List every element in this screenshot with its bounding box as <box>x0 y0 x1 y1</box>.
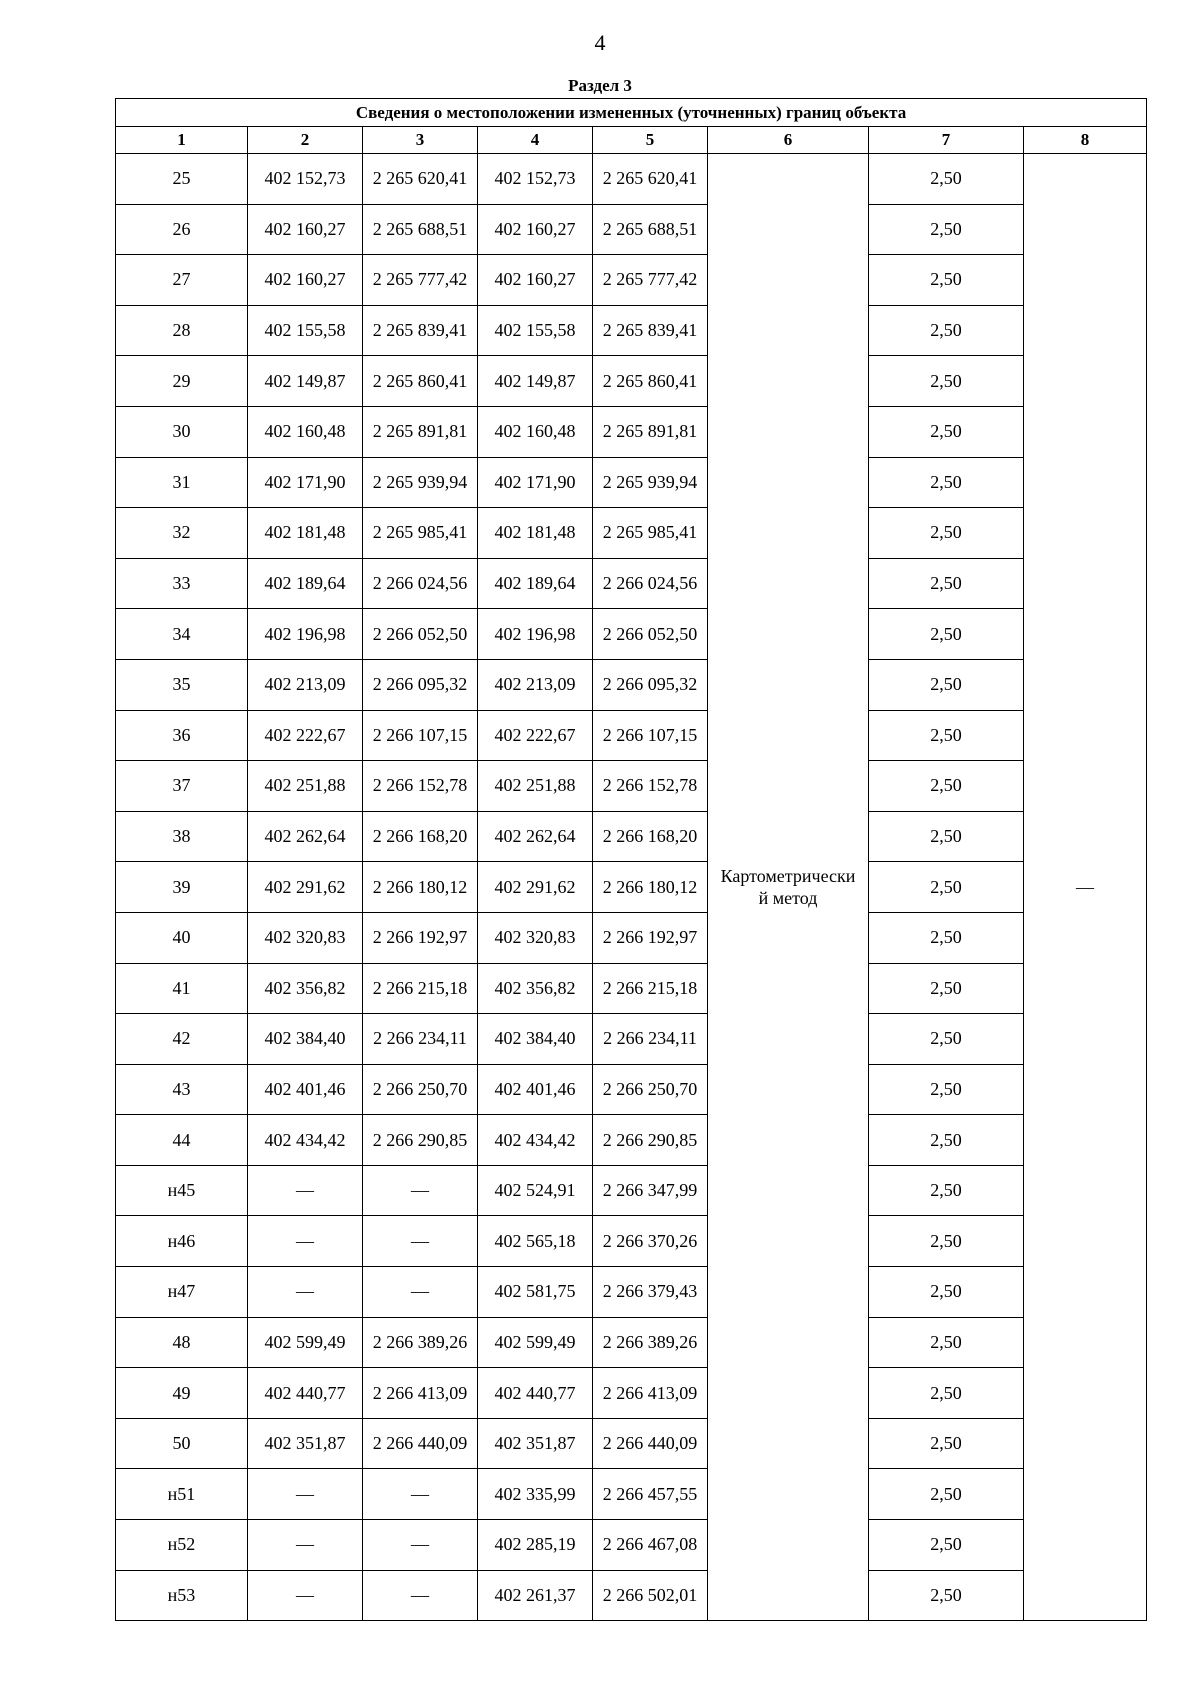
point-number-cell: 27 <box>116 255 248 306</box>
y-existing-cell: 2 266 168,20 <box>363 811 478 862</box>
y-existing-cell: 2 265 985,41 <box>363 508 478 559</box>
y-refined-cell: 2 266 052,50 <box>593 609 708 660</box>
accuracy-cell: 2,50 <box>869 1115 1024 1166</box>
y-existing-cell: 2 265 620,41 <box>363 154 478 205</box>
x-existing-cell: 402 196,98 <box>248 609 363 660</box>
x-refined-cell: 402 261,37 <box>478 1570 593 1621</box>
x-existing-cell: 402 152,73 <box>248 154 363 205</box>
x-refined-cell: 402 160,27 <box>478 255 593 306</box>
y-refined-cell: 2 265 985,41 <box>593 508 708 559</box>
table-row <box>116 912 1147 963</box>
point-number-cell: н52 <box>116 1520 248 1571</box>
y-existing-cell: 2 265 688,51 <box>363 204 478 255</box>
x-existing-cell: — <box>248 1520 363 1571</box>
point-number-cell: 33 <box>116 558 248 609</box>
y-existing-cell: 2 266 290,85 <box>363 1115 478 1166</box>
table-row <box>116 609 1147 660</box>
x-refined-cell: 402 149,87 <box>478 356 593 407</box>
x-refined-cell: 402 356,82 <box>478 963 593 1014</box>
x-existing-cell: 402 291,62 <box>248 862 363 913</box>
point-number-cell: 42 <box>116 1014 248 1065</box>
y-refined-cell: 2 266 107,15 <box>593 710 708 761</box>
table-row <box>116 963 1147 1014</box>
method-cell <box>708 154 869 1621</box>
accuracy-cell: 2,50 <box>869 1469 1024 1520</box>
y-refined-cell: 2 265 939,94 <box>593 457 708 508</box>
table-row <box>116 1469 1147 1520</box>
x-existing-cell: 402 599,49 <box>248 1317 363 1368</box>
point-number-cell: н51 <box>116 1469 248 1520</box>
table-caption-row <box>116 99 1147 127</box>
accuracy-cell: 2,50 <box>869 963 1024 1014</box>
table-row <box>116 1014 1147 1065</box>
column-number: 7 <box>869 127 1024 154</box>
accuracy-cell: 2,50 <box>869 508 1024 559</box>
table-row <box>116 1520 1147 1571</box>
table-row <box>116 1064 1147 1115</box>
y-existing-cell: 2 266 192,97 <box>363 912 478 963</box>
accuracy-cell: 2,50 <box>869 1317 1024 1368</box>
x-refined-cell: 402 384,40 <box>478 1014 593 1065</box>
table-row <box>116 811 1147 862</box>
accuracy-cell: 2,50 <box>869 912 1024 963</box>
column-8-cell: — <box>1024 154 1147 1621</box>
table-row <box>116 457 1147 508</box>
x-refined-cell: 402 599,49 <box>478 1317 593 1368</box>
y-existing-cell: 2 266 250,70 <box>363 1064 478 1115</box>
y-refined-cell: 2 265 860,41 <box>593 356 708 407</box>
accuracy-cell: 2,50 <box>869 710 1024 761</box>
accuracy-cell: 2,50 <box>869 1520 1024 1571</box>
y-refined-cell: 2 266 347,99 <box>593 1165 708 1216</box>
x-existing-cell: — <box>248 1469 363 1520</box>
x-refined-cell: 402 440,77 <box>478 1368 593 1419</box>
point-number-cell: 26 <box>116 204 248 255</box>
accuracy-cell: 2,50 <box>869 457 1024 508</box>
x-existing-cell: 402 160,27 <box>248 255 363 306</box>
y-existing-cell: 2 266 234,11 <box>363 1014 478 1065</box>
coordinates-table <box>115 98 1147 1621</box>
x-existing-cell: 402 171,90 <box>248 457 363 508</box>
accuracy-cell: 2,50 <box>869 1570 1024 1621</box>
x-refined-cell: 402 160,27 <box>478 204 593 255</box>
x-refined-cell: 402 262,64 <box>478 811 593 862</box>
x-existing-cell: 402 262,64 <box>248 811 363 862</box>
point-number-cell: 31 <box>116 457 248 508</box>
y-refined-cell: 2 266 180,12 <box>593 862 708 913</box>
x-existing-cell: 402 160,48 <box>248 406 363 457</box>
point-number-cell: 29 <box>116 356 248 407</box>
y-existing-cell: 2 265 777,42 <box>363 255 478 306</box>
point-number-cell: 28 <box>116 305 248 356</box>
x-refined-cell: 402 581,75 <box>478 1267 593 1318</box>
x-refined-cell: 402 351,87 <box>478 1418 593 1469</box>
table-row <box>116 255 1147 306</box>
table-body <box>116 154 1147 1621</box>
y-existing-cell: 2 266 413,09 <box>363 1368 478 1419</box>
point-number-cell: 25 <box>116 154 248 205</box>
x-refined-cell: 402 171,90 <box>478 457 593 508</box>
x-refined-cell: 402 189,64 <box>478 558 593 609</box>
x-refined-cell: 402 181,48 <box>478 508 593 559</box>
table-row <box>116 406 1147 457</box>
x-refined-cell: 402 213,09 <box>478 659 593 710</box>
accuracy-cell: 2,50 <box>869 305 1024 356</box>
accuracy-cell: 2,50 <box>869 255 1024 306</box>
table-row <box>116 710 1147 761</box>
y-existing-cell: 2 266 440,09 <box>363 1418 478 1469</box>
x-existing-cell: 402 149,87 <box>248 356 363 407</box>
column-number: 8 <box>1024 127 1147 154</box>
y-refined-cell: 2 266 024,56 <box>593 558 708 609</box>
x-refined-cell: 402 291,62 <box>478 862 593 913</box>
y-existing-cell: 2 266 180,12 <box>363 862 478 913</box>
table-row <box>116 1570 1147 1621</box>
accuracy-cell: 2,50 <box>869 1418 1024 1469</box>
y-existing-cell: — <box>363 1165 478 1216</box>
y-refined-cell: 2 265 891,81 <box>593 406 708 457</box>
accuracy-cell: 2,50 <box>869 761 1024 812</box>
y-refined-cell: 2 266 389,26 <box>593 1317 708 1368</box>
y-existing-cell: — <box>363 1267 478 1318</box>
table-row <box>116 1317 1147 1368</box>
accuracy-cell: 2,50 <box>869 609 1024 660</box>
point-number-cell: 34 <box>116 609 248 660</box>
point-number-cell: 41 <box>116 963 248 1014</box>
x-refined-cell: 402 434,42 <box>478 1115 593 1166</box>
column-number: 5 <box>593 127 708 154</box>
point-number-cell: 30 <box>116 406 248 457</box>
point-number-cell: н46 <box>116 1216 248 1267</box>
x-existing-cell: 402 251,88 <box>248 761 363 812</box>
y-refined-cell: 2 266 250,70 <box>593 1064 708 1115</box>
y-refined-cell: 2 266 457,55 <box>593 1469 708 1520</box>
y-existing-cell: 2 266 095,32 <box>363 659 478 710</box>
y-refined-cell: 2 266 215,18 <box>593 963 708 1014</box>
x-existing-cell: 402 181,48 <box>248 508 363 559</box>
x-existing-cell: 402 155,58 <box>248 305 363 356</box>
x-existing-cell: 402 189,64 <box>248 558 363 609</box>
y-refined-cell: 2 265 688,51 <box>593 204 708 255</box>
column-number: 6 <box>708 127 869 154</box>
x-refined-cell: 402 320,83 <box>478 912 593 963</box>
table-caption: Сведения о местоположении измененных (уточненных) границ объекта <box>116 99 1147 127</box>
point-number-cell: 49 <box>116 1368 248 1419</box>
accuracy-cell: 2,50 <box>869 811 1024 862</box>
y-refined-cell: 2 266 502,01 <box>593 1570 708 1621</box>
x-refined-cell: 402 401,46 <box>478 1064 593 1115</box>
point-number-cell: 39 <box>116 862 248 913</box>
y-refined-cell: 2 266 413,09 <box>593 1368 708 1419</box>
accuracy-cell: 2,50 <box>869 406 1024 457</box>
point-number-cell: 37 <box>116 761 248 812</box>
x-refined-cell: 402 251,88 <box>478 761 593 812</box>
point-number-cell: н53 <box>116 1570 248 1621</box>
x-existing-cell: — <box>248 1165 363 1216</box>
column-number-row <box>116 127 1147 154</box>
table-row <box>116 659 1147 710</box>
table-row <box>116 1267 1147 1318</box>
accuracy-cell: 2,50 <box>869 154 1024 205</box>
x-existing-cell: 402 434,42 <box>248 1115 363 1166</box>
y-refined-cell: 2 266 234,11 <box>593 1014 708 1065</box>
y-existing-cell: 2 266 107,15 <box>363 710 478 761</box>
x-existing-cell: 402 222,67 <box>248 710 363 761</box>
y-existing-cell: 2 266 389,26 <box>363 1317 478 1368</box>
y-refined-cell: 2 266 192,97 <box>593 912 708 963</box>
point-number-cell: 43 <box>116 1064 248 1115</box>
accuracy-cell: 2,50 <box>869 1064 1024 1115</box>
point-number-cell: 48 <box>116 1317 248 1368</box>
x-existing-cell: 402 320,83 <box>248 912 363 963</box>
y-refined-cell: 2 266 467,08 <box>593 1520 708 1571</box>
y-existing-cell: — <box>363 1570 478 1621</box>
x-existing-cell: 402 440,77 <box>248 1368 363 1419</box>
x-refined-cell: 402 222,67 <box>478 710 593 761</box>
accuracy-cell: 2,50 <box>869 204 1024 255</box>
accuracy-cell: 2,50 <box>869 1014 1024 1065</box>
accuracy-cell: 2,50 <box>869 862 1024 913</box>
x-existing-cell: 402 384,40 <box>248 1014 363 1065</box>
accuracy-cell: 2,50 <box>869 558 1024 609</box>
method-line: Картометрически <box>720 866 856 887</box>
table-row <box>116 558 1147 609</box>
y-existing-cell: 2 265 839,41 <box>363 305 478 356</box>
table-row <box>116 1368 1147 1419</box>
y-refined-cell: 2 265 839,41 <box>593 305 708 356</box>
x-refined-cell: 402 565,18 <box>478 1216 593 1267</box>
accuracy-cell: 2,50 <box>869 356 1024 407</box>
x-refined-cell: 402 196,98 <box>478 609 593 660</box>
x-existing-cell: 402 351,87 <box>248 1418 363 1469</box>
x-existing-cell: — <box>248 1216 363 1267</box>
x-refined-cell: 402 285,19 <box>478 1520 593 1571</box>
y-refined-cell: 2 266 095,32 <box>593 659 708 710</box>
y-existing-cell: 2 266 024,56 <box>363 558 478 609</box>
point-number-cell: 38 <box>116 811 248 862</box>
table-row <box>116 1165 1147 1216</box>
y-refined-cell: 2 266 379,43 <box>593 1267 708 1318</box>
x-refined-cell: 402 335,99 <box>478 1469 593 1520</box>
column-number: 3 <box>363 127 478 154</box>
y-existing-cell: — <box>363 1520 478 1571</box>
point-number-cell: 40 <box>116 912 248 963</box>
column-number: 2 <box>248 127 363 154</box>
page-number: 4 <box>594 30 606 55</box>
table-row <box>116 154 1147 205</box>
x-existing-cell: 402 401,46 <box>248 1064 363 1115</box>
point-number-cell: 50 <box>116 1418 248 1469</box>
x-existing-cell: 402 213,09 <box>248 659 363 710</box>
table-row <box>116 305 1147 356</box>
x-refined-cell: 402 524,91 <box>478 1165 593 1216</box>
y-refined-cell: 2 265 620,41 <box>593 154 708 205</box>
accuracy-cell: 2,50 <box>869 1368 1024 1419</box>
y-existing-cell: 2 266 152,78 <box>363 761 478 812</box>
y-existing-cell: 2 266 215,18 <box>363 963 478 1014</box>
accuracy-cell: 2,50 <box>869 1165 1024 1216</box>
y-existing-cell: 2 265 939,94 <box>363 457 478 508</box>
y-existing-cell: — <box>363 1216 478 1267</box>
table-row <box>116 204 1147 255</box>
y-existing-cell: 2 266 052,50 <box>363 609 478 660</box>
point-number-cell: н45 <box>116 1165 248 1216</box>
y-existing-cell: 2 265 860,41 <box>363 356 478 407</box>
point-number-cell: 44 <box>116 1115 248 1166</box>
x-refined-cell: 402 152,73 <box>478 154 593 205</box>
point-number-cell: 35 <box>116 659 248 710</box>
y-refined-cell: 2 265 777,42 <box>593 255 708 306</box>
table-row <box>116 761 1147 812</box>
accuracy-cell: 2,50 <box>869 1267 1024 1318</box>
y-existing-cell: — <box>363 1469 478 1520</box>
point-number-cell: 36 <box>116 710 248 761</box>
accuracy-cell: 2,50 <box>869 659 1024 710</box>
table-row <box>116 508 1147 559</box>
point-number-cell: н47 <box>116 1267 248 1318</box>
x-refined-cell: 402 160,48 <box>478 406 593 457</box>
table-row <box>116 1216 1147 1267</box>
y-existing-cell: 2 265 891,81 <box>363 406 478 457</box>
accuracy-cell: 2,50 <box>869 1216 1024 1267</box>
y-refined-cell: 2 266 168,20 <box>593 811 708 862</box>
table-row <box>116 1418 1147 1469</box>
table-row <box>116 862 1147 913</box>
point-number-cell: 32 <box>116 508 248 559</box>
x-existing-cell: 402 356,82 <box>248 963 363 1014</box>
section-title: Раздел 3 <box>568 76 632 95</box>
y-refined-cell: 2 266 290,85 <box>593 1115 708 1166</box>
x-existing-cell: 402 160,27 <box>248 204 363 255</box>
table-row <box>116 356 1147 407</box>
column-number: 1 <box>116 127 248 154</box>
column-number: 4 <box>478 127 593 154</box>
y-refined-cell: 2 266 440,09 <box>593 1418 708 1469</box>
x-existing-cell: — <box>248 1267 363 1318</box>
x-existing-cell: — <box>248 1570 363 1621</box>
y-refined-cell: 2 266 370,26 <box>593 1216 708 1267</box>
x-refined-cell: 402 155,58 <box>478 305 593 356</box>
y-refined-cell: 2 266 152,78 <box>593 761 708 812</box>
table-row <box>116 1115 1147 1166</box>
method-line: й метод <box>758 888 818 909</box>
